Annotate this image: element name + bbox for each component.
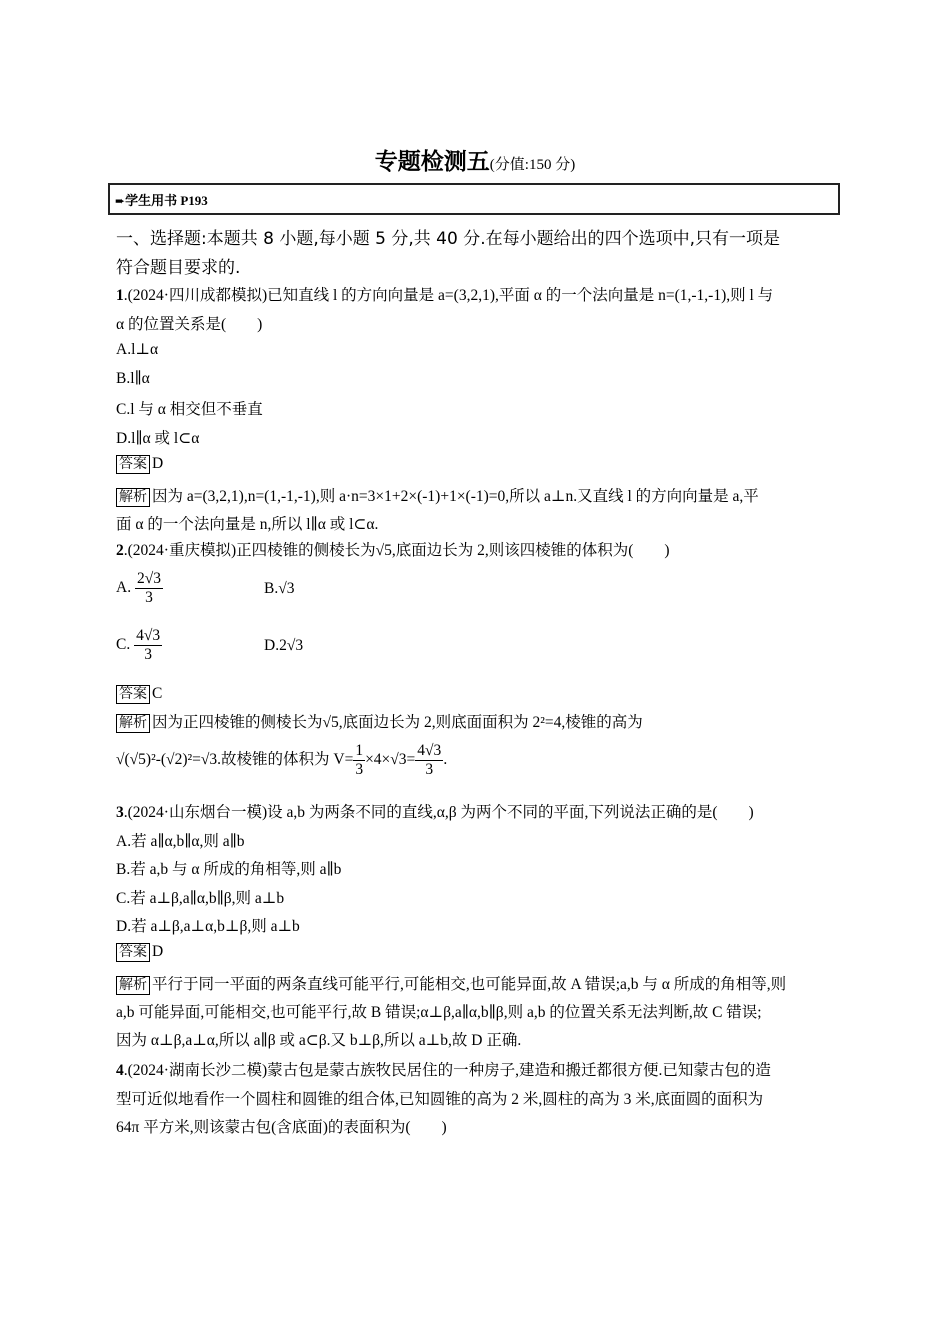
analysis-text: 因为正四棱锥的侧棱长为√5,底面边长为 2,则底面面积为 2²=4,棱锥的高为 [152,714,643,731]
question-1-option-b: B.l∥α [116,370,150,387]
question-3-option-d: D.若 a⊥β,a⊥α,b⊥β,则 a⊥b [116,918,300,935]
question-text: .(2024·山东烟台一模)设 a,b 为两条不同的直线,α,β 为两个不同的平面,下列说法正确的是( ) [123,804,754,821]
question-1-analysis-line1 [116,484,759,507]
page-title [0,143,950,176]
question-1-answer [116,455,163,474]
arrow-icon: ➨ [115,194,126,208]
question-3-answer [116,943,163,962]
question-3-stem [116,800,754,822]
question-3-analysis-line3: 因为 α⊥β,a⊥α,所以 a∥β 或 a⊂β.又 b⊥β,所以 a⊥b,故 D 正确. [116,1032,522,1049]
fraction: $\frac{4√3}{3}$ [136,627,161,663]
answer-value: D [152,943,164,960]
section-heading-line1: 一、选择题:本题共 8 小题,每小题 5 分,共 40 分.在每小题给出的四个选项中,只有一项是 [116,229,781,249]
question-1-option-a: A.l⊥α [116,341,159,358]
section-heading-line2: 符合题目要求的. [116,258,241,278]
question-number: 1 [116,287,124,304]
question-2-option-b: B.√3 [264,580,295,597]
question-1-analysis-line2: 面 α 的一个法向量是 n,所以 l∥α 或 l⊂α. [116,516,379,533]
question-number: 4 [116,1062,124,1079]
answer-label: 答案 [116,943,150,962]
question-1-option-c: C.l 与 α 相交但不垂直 [116,401,263,418]
fraction: $\frac{4√3}{3}$ [417,742,442,778]
fraction: $\frac{1}{3}$ [355,742,364,778]
question-text: .(2024·重庆模拟)正四棱锥的侧棱长为√5,底面边长为 2,则该四棱锥的体积为( ) [123,542,670,559]
fraction: $\frac{2√3}{3}$ [136,570,161,606]
question-2-answer [116,685,162,704]
question-2-stem [116,538,670,560]
question-text: .(2024·湖南长沙二模)蒙古包是蒙古族牧民居住的一种房子,建造和搬迁都很方便.已知蒙古包的造 [123,1062,771,1079]
answer-label: 答案 [116,685,150,704]
question-2-option-c: C. $\frac{4√3}{3}$ [116,627,161,663]
question-4-stem-line2: 型可近似地看作一个圆柱和圆锥的组合体,已知圆锥的高为 2 米,圆柱的高为 3 米,底面圆的面积为 [116,1091,764,1108]
question-2-option-a: A. $\frac{2√3}{3}$ [116,570,161,606]
question-1-stem-line2: α 的位置关系是( ) [116,316,263,333]
textbook-reference-box [108,183,840,215]
question-3-analysis-line2: a,b 可能异面,可能相交,也可能平行,故 B 错误;α⊥β,a∥α,b∥β,则 a,b 的位置关系无法判断,故 C 错误; [116,1004,762,1021]
question-3-analysis-line1 [116,972,786,995]
analysis-text: 平行于同一平面的两条直线可能平行,可能相交,也可能异面,故 A 错误;a,b 与 α 所成的角相等,则 [152,976,787,993]
question-text: .(2024·四川成都模拟)已知直线 l 的方向向量是 a=(3,2,1),平面 α 的一个法向量是 n=(1,-1,-1),则 l 与 [123,287,774,304]
question-3-option-b: B.若 a,b 与 α 所成的角相等,则 a∥b [116,861,342,878]
question-1-option-d: D.l∥α 或 l⊂α [116,430,200,447]
title-main: 专题检测五 [374,149,490,175]
analysis-label: 解析 [116,714,150,733]
question-3-option-c: C.若 a⊥β,a∥α,b∥β,则 a⊥b [116,890,285,907]
analysis-label: 解析 [116,976,150,995]
analysis-text: 因为 a=(3,2,1),n=(1,-1,-1),则 a·n=3×1+2×(-1)+1×(-1)=0,所以 a⊥n.又直线 l 的方向向量是 a,平 [152,488,759,505]
question-4-stem-line1 [116,1058,771,1080]
answer-label: 答案 [116,455,150,474]
question-3-option-a: A.若 a∥α,b∥α,则 a∥b [116,833,245,850]
textbook-reference: 学生用书 P193 [125,193,208,208]
question-number: 3 [116,804,124,821]
question-2-analysis-line1 [116,710,643,733]
question-2-option-d: D.2√3 [264,637,304,654]
question-2-analysis-line2: √(√5)²-(√2)²=√3.故棱锥的体积为 V= $\frac{1}{3}$ ×4×√3= $\frac{4√3}{3}$ . [116,742,448,778]
answer-value: C [152,685,163,702]
question-4-stem-line3: 64π 平方米,则该蒙古包(含底面)的表面积为( ) [116,1119,447,1136]
title-score: (分值:150 分) [489,157,576,173]
answer-value: D [152,455,164,472]
analysis-label: 解析 [116,488,150,507]
question-1-stem-line1 [116,283,773,305]
question-number: 2 [116,542,124,559]
